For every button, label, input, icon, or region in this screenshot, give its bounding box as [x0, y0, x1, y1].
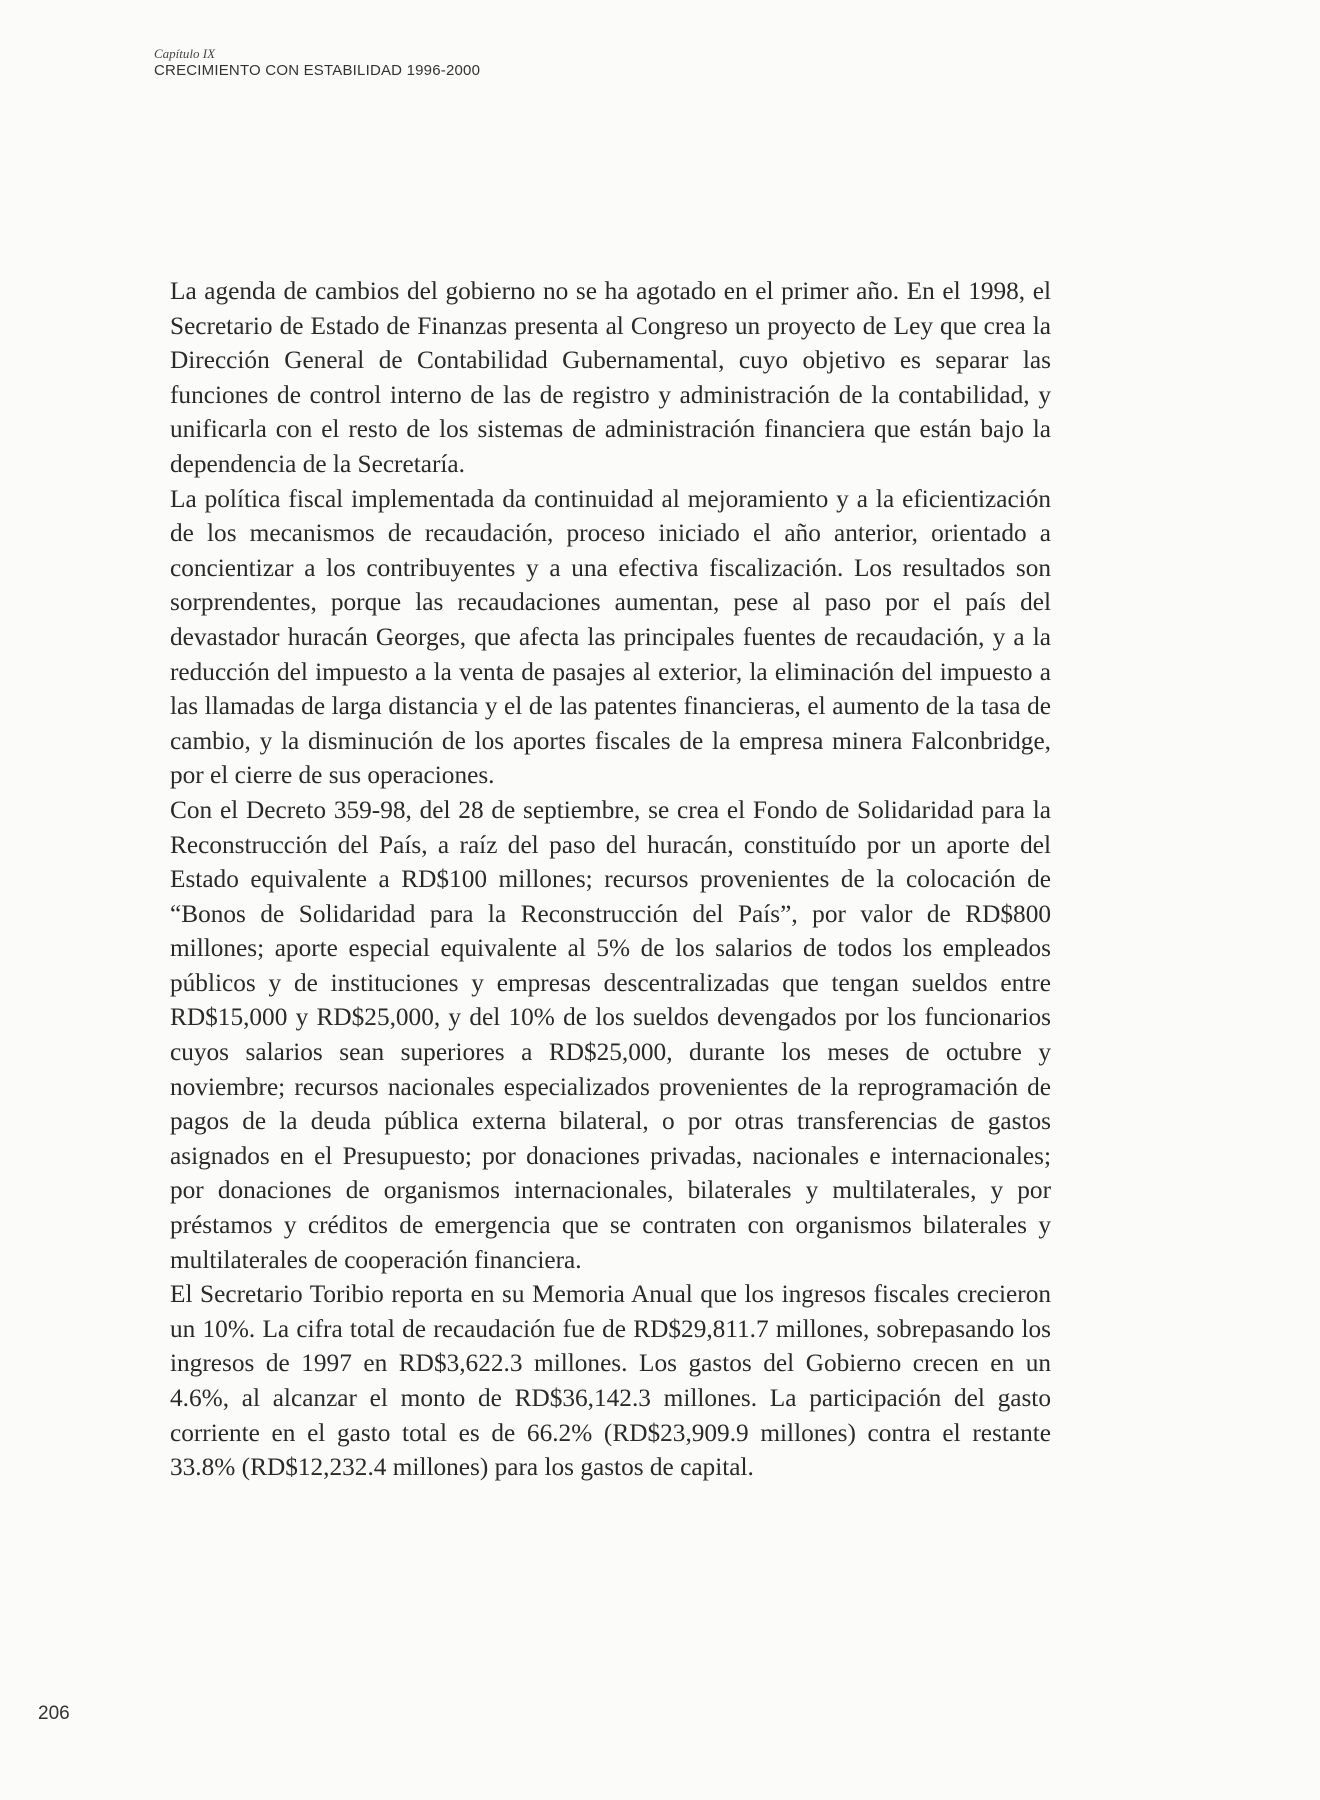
- chapter-label: Capítulo IX: [154, 46, 216, 61]
- running-head: [154, 47, 480, 79]
- body-text: [170, 274, 1051, 1485]
- paragraph: Con el Decreto 359-98, del 28 de septiembre, se crea el Fondo de Solidaridad para la Reconstrucción del País, a raíz del paso del huracán, constituído por un aporte del Estado equivalente a RD$100 millones; recursos provenientes de la colocación de “Bonos de Solidaridad para la Reconstrucción del País”, por valor de RD$800 millones; aporte especial equivalente al 5% de los salarios de todos los empleados públicos y de instituciones y empresas descentralizadas que tengan sueldos entre RD$15,000 y RD$25,000, y del 10% de los sueldos devengados por los funcionarios cuyos salarios sean superiores a RD$25,000, durante los meses de octubre y noviembre; recursos nacionales especializados provenientes de la reprogramación de pagos de la deuda pública externa bilateral, o por otras transferencias de gastos asignados en el Presupuesto; por donaciones privadas, nacionales e internacionales; por donaciones de organismos internacionales, bilaterales y multilaterales, y por préstamos y créditos de emergencia que se contraten con organismos bilaterales y multilaterales de cooperación financiera.: [170, 795, 1051, 1274]
- page-number: 206: [38, 1703, 70, 1724]
- paragraph: La política fiscal implementada da continuidad al mejoramiento y a la eficientización de los mecanismos de recaudación, proceso iniciado el año anterior, orientado a concientizar a los contribuyentes y a una efectiva fiscalización. Los resultados son sorprendentes, porque las recaudaciones aumentan, pese al paso por el país del devastador huracán Georges, que afecta las principales fuentes de recaudación, y a la reducción del impuesto a la venta de pasajes al exterior, la eliminación del impuesto a las llamadas de larga distancia y el de las patentes financieras, el aumento de la tasa de cambio, y la disminución de los aportes fiscales de la empresa minera Falconbridge, por el cierre de sus operaciones.: [170, 484, 1051, 790]
- paragraph: La agenda de cambios del gobierno no se ha agotado en el primer año. En el 1998, el Secretario de Estado de Finanzas presenta al Congreso un proyecto de Ley que crea la Dirección General de Contabilidad Gubernamental, cuyo objetivo es separar las funciones de control interno de las de registro y administración de la contabilidad, y unificarla con el resto de los sistemas de administración financiera que están bajo la dependencia de la Secretaría.: [170, 277, 1051, 478]
- chapter-title: CRECIMIENTO CON ESTABILIDAD 1996-2000: [154, 61, 481, 79]
- paragraph: El Secretario Toribio reporta en su Memoria Anual que los ingresos fiscales crecieron un 10%. La cifra total de recaudación fue de RD$29,811.7 millones, sobrepasando los ingresos de 1997 en RD$3,622.3 millones. Los gastos del Gobierno crecen en un 4.6%, al alcanzar el monto de RD$36,142.3 millones. La participación del gasto corriente en el gasto total es de 66.2% (RD$23,909.9 millones) contra el restante 33.8% (RD$12,232.4 millones) para los gastos de capital.: [170, 1280, 1051, 1482]
